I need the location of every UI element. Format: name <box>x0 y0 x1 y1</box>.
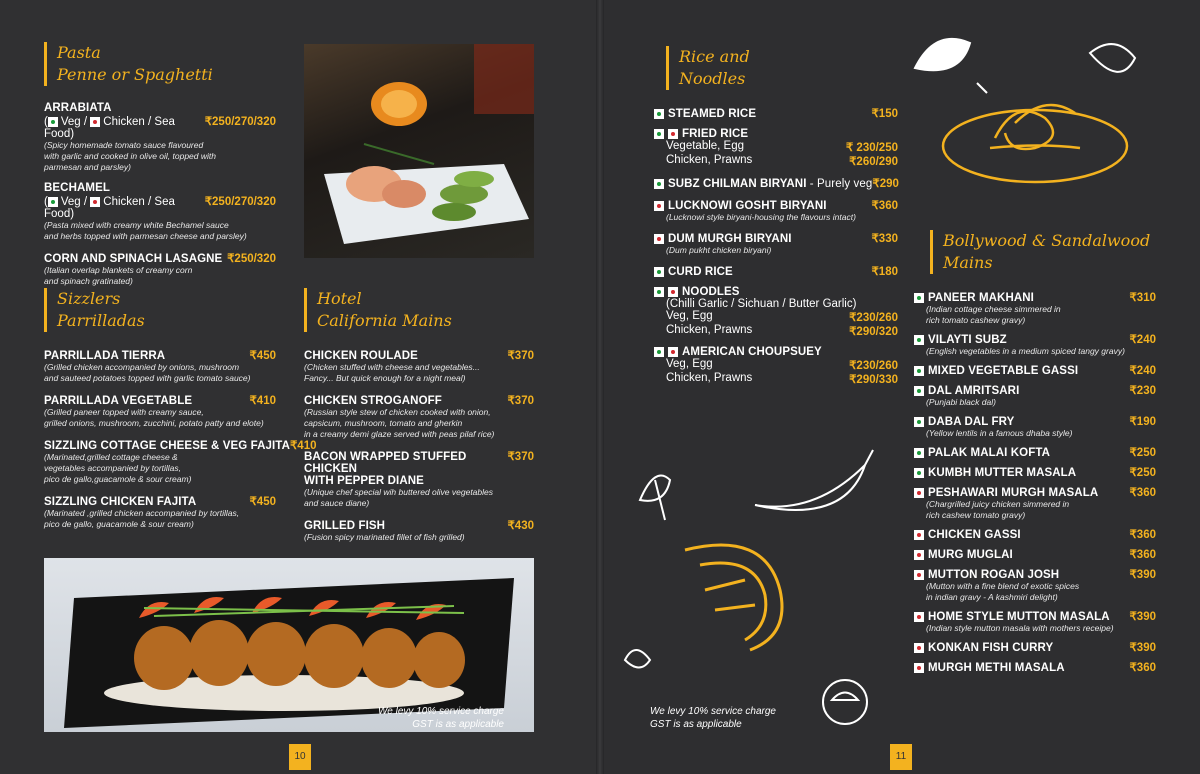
veg-mark <box>654 178 668 190</box>
nonveg-mark <box>914 611 928 623</box>
veg-mark-icon <box>654 129 664 139</box>
item-variant-line <box>654 324 898 338</box>
item-name-wrap <box>654 346 822 358</box>
item-price: ₹250/320 <box>227 253 276 265</box>
item-price: ₹360 <box>1129 487 1156 499</box>
item-price: ₹250/270/320 <box>204 196 276 208</box>
veg-mark-icon <box>914 386 924 396</box>
item-variant-line <box>654 358 898 372</box>
item-price: ₹250/270/320 <box>204 116 276 128</box>
veg-mark-icon <box>914 293 924 303</box>
item-row <box>44 494 276 508</box>
variant-price: ₹ 230/250 <box>845 142 898 154</box>
menu-item <box>914 609 1156 634</box>
item-name-wrap <box>654 178 872 190</box>
veg-mark-icon <box>654 179 664 189</box>
item-row <box>914 567 1156 581</box>
sizzlers-title <box>44 288 276 332</box>
veg-nonveg-marks <box>654 128 682 140</box>
veg-mark-icon <box>914 366 924 376</box>
item-options: ( Veg / Chicken / Sea Food) <box>44 196 175 220</box>
item-price: ₹240 <box>1129 365 1156 377</box>
item-description: (Fusion spicy marinated fillet of fish grilled) <box>304 532 465 542</box>
veg-mark <box>914 334 928 346</box>
veg-mark-icon <box>48 197 58 207</box>
bollywood-title-line2: Mains <box>943 253 993 272</box>
veg-mark <box>914 447 928 459</box>
veg-mark <box>914 467 928 479</box>
item-name: ARRABIATA <box>44 102 112 114</box>
item-price: ₹250 <box>1129 467 1156 479</box>
item-name: GRILLED FISH <box>304 520 386 532</box>
veg-mark-icon <box>654 109 664 119</box>
item-row <box>914 465 1156 479</box>
variant-label: Chicken, Prawns <box>666 372 753 384</box>
item-name-wrap <box>914 487 1098 499</box>
item-name: BACON WRAPPED STUFFED CHICKEN WITH PEPPER DIANE <box>304 451 467 487</box>
sizzlers-title-line2: Parrilladas <box>57 311 145 330</box>
item-price: ₹180 <box>871 266 898 278</box>
item-price: ₹370 <box>507 395 534 407</box>
item-suffix: - Purely veg <box>806 178 873 190</box>
item-name-wrap <box>654 233 792 245</box>
item-price: ₹330 <box>871 233 898 245</box>
item-price: ₹190 <box>1129 416 1156 428</box>
item-name-wrap <box>654 266 733 278</box>
item-name: PARRILLADA TIERRA <box>44 350 166 362</box>
item-name: DUM MURGH BIRYANI <box>668 233 792 245</box>
item-price: ₹360 <box>1129 549 1156 561</box>
veg-mark-icon <box>914 335 924 345</box>
item-variants-note: (Chilli Garlic / Sichuan / Butter Garlic) <box>666 298 857 310</box>
item-name: BECHAMEL <box>44 182 110 194</box>
item-name-wrap <box>914 334 1007 346</box>
menu-item <box>654 128 898 168</box>
nonveg-mark <box>654 233 668 245</box>
nonveg-mark-icon <box>914 663 924 673</box>
nonveg-mark <box>654 200 668 212</box>
left-service-note <box>370 705 504 731</box>
item-description: (English vegetables in a medium spiced tangy gravy) <box>926 346 1125 356</box>
item-price: ₹370 <box>507 451 534 463</box>
item-name: CHICKEN ROULADE <box>304 350 418 362</box>
item-name-wrap <box>654 286 740 298</box>
item-description: (Unique chef special wih buttered olive vegetables and sauce diane) <box>304 487 494 508</box>
variant-price: ₹290/330 <box>849 374 898 386</box>
pasta-section <box>44 42 276 296</box>
nonveg-mark-icon <box>668 347 678 357</box>
menu-item <box>914 363 1156 377</box>
item-name: STEAMED RICE <box>668 108 757 120</box>
item-name-wrap <box>914 569 1059 581</box>
item-row <box>914 640 1156 654</box>
veg-mark-icon <box>654 287 664 297</box>
nonveg-mark <box>914 487 928 499</box>
item-description: (Punjabi black dal) <box>926 397 996 407</box>
nonveg-mark-icon <box>914 612 924 622</box>
item-name: HOME STYLE MUTTON MASALA <box>928 611 1110 623</box>
sizzlers-title-line1: Sizzlers <box>57 289 121 308</box>
menu-item <box>654 231 898 256</box>
rice-title-line1: Rice and <box>679 47 750 66</box>
bollywood-list <box>914 290 1156 674</box>
item-price: ₹430 <box>507 520 534 532</box>
item-description: (Indian style mutton masala with mothers receipe) <box>926 623 1114 633</box>
item-description: (Chicken stuffed with cheese and vegetables... Fancy... But quick enough for a night meal) <box>304 362 480 383</box>
menu-item <box>44 348 276 384</box>
item-row <box>914 363 1156 377</box>
menu-item <box>914 383 1156 408</box>
veg-mark <box>914 416 928 428</box>
item-row <box>914 660 1156 674</box>
item-row <box>914 527 1156 541</box>
variant-label: Vegetable, Egg <box>666 140 745 152</box>
hotel-title-line1: Hotel <box>317 289 362 308</box>
item-price: ₹410 <box>249 395 276 407</box>
item-row <box>304 348 534 362</box>
option-rest: Chicken / Sea Food <box>44 116 175 140</box>
item-variant-line <box>654 372 898 386</box>
menu-item <box>914 640 1156 654</box>
item-name: CHICKEN GASSI <box>928 529 1021 541</box>
item-row <box>654 198 898 212</box>
item-description: (Yellow lentils in a famous dhaba style) <box>926 428 1073 438</box>
item-name-wrap <box>914 549 1013 561</box>
rice-noodles-list <box>654 106 898 386</box>
item-variant-line <box>654 310 898 324</box>
item-price: ₹290 <box>872 178 899 190</box>
veg-mark-icon <box>914 468 924 478</box>
nonveg-mark <box>914 642 928 654</box>
variant-price: ₹230/260 <box>849 360 898 372</box>
pasta-plate-doodle-icon <box>905 28 1175 198</box>
item-name: LUCKNOWI GOSHT BIRYANI <box>668 200 827 212</box>
item-price: ₹390 <box>1129 642 1156 654</box>
item-name: MURG MUGLAI <box>928 549 1013 561</box>
item-name: CORN AND SPINACH LASAGNE <box>44 253 223 265</box>
item-price: ₹360 <box>871 200 898 212</box>
item-price: ₹230 <box>1129 385 1156 397</box>
item-row <box>44 393 276 407</box>
variant-price: ₹290/320 <box>849 326 898 338</box>
prawn-dish-photo <box>304 44 534 258</box>
menu-item <box>654 106 898 120</box>
veg-nonveg-marks <box>654 346 682 358</box>
item-description: (Spicy homemade tomato sauce flavoured with garlic and cooked in olive oil, topped with parmesan and parsley) <box>44 140 216 172</box>
item-row <box>914 445 1156 459</box>
item-description: (Indian cottage cheese simmered in rich tomato cashew gravy) <box>926 304 1061 325</box>
veg-mark-icon <box>914 417 924 427</box>
item-description: (Marinated ,grilled chicken accompanied by tortillas, pico de gallo, guacamole & sour cream) <box>44 508 240 529</box>
option-veg: Veg / <box>60 196 88 208</box>
item-price: ₹150 <box>871 108 898 120</box>
menu-item <box>44 251 276 287</box>
item-options-row <box>44 194 276 220</box>
item-price: ₹450 <box>249 496 276 508</box>
item-name-wrap <box>914 467 1076 479</box>
veg-mark <box>914 292 928 304</box>
item-name: DABA DAL FRY <box>928 416 1015 428</box>
item-name: KUMBH MUTTER MASALA <box>928 467 1077 479</box>
item-price: ₹240 <box>1129 334 1156 346</box>
hotel-mains-title <box>304 288 534 332</box>
item-name: PALAK MALAI KOFTA <box>928 447 1051 459</box>
item-row <box>304 518 534 532</box>
item-row <box>654 231 898 245</box>
menu-item <box>914 527 1156 541</box>
item-name: CHICKEN STROGANOFF <box>304 395 442 407</box>
hotel-mains-section <box>304 288 534 552</box>
mushroom-leaf-doodle-icon <box>620 640 870 740</box>
menu-item <box>914 332 1156 357</box>
veg-mark <box>914 365 928 377</box>
item-description: (Russian style stew of chicken cooked with onion, capsicum, mushroom, tomato and gherkin in a creamy demi glaze served with peas pilaf rice) <box>304 407 495 439</box>
menu-item <box>654 198 898 223</box>
option-veg: Veg / <box>60 116 88 128</box>
item-row <box>914 383 1156 397</box>
item-row <box>914 547 1156 561</box>
item-row <box>44 348 276 362</box>
item-row <box>654 176 898 190</box>
nonveg-mark-icon <box>90 117 100 127</box>
nonveg-mark-icon <box>914 530 924 540</box>
variant-price: ₹260/290 <box>849 156 898 168</box>
item-price: ₹450 <box>249 350 276 362</box>
veg-mark-icon <box>654 267 664 277</box>
item-name-wrap <box>914 292 1034 304</box>
menu-item <box>914 485 1156 521</box>
item-name: SIZZLING COTTAGE CHEESE & VEG FAJITA <box>44 440 290 452</box>
item-name: KONKAN FISH CURRY <box>928 642 1054 654</box>
bollywood-title <box>930 230 1156 274</box>
hotel-title-line2: California Mains <box>317 311 452 330</box>
item-row <box>914 485 1156 499</box>
item-name: CURD RICE <box>668 266 733 278</box>
item-name: MIXED VEGETABLE GASSI <box>928 365 1079 377</box>
item-price: ₹250 <box>1129 447 1156 459</box>
menu-item <box>654 286 898 338</box>
variant-label: Chicken, Prawns <box>666 154 753 166</box>
item-name: VILAYTI SUBZ <box>928 334 1007 346</box>
service-charge-text: We levy 10% service charge <box>650 706 776 717</box>
item-name: SUBZ CHILMAN BIRYANI <box>668 178 807 190</box>
item-price: ₹370 <box>507 350 534 362</box>
item-row <box>44 251 276 265</box>
pasta-title-line1: Pasta <box>57 43 101 62</box>
option-rest: Chicken / Sea Food <box>44 196 175 220</box>
menu-item <box>44 102 276 173</box>
item-description: (Pasta mixed with creamy white Bechamel sauce and herbs topped with parmesan cheese and parsley) <box>44 220 247 241</box>
rice-noodles-section <box>654 46 898 394</box>
item-name-wrap <box>914 529 1021 541</box>
item-name: NOODLES <box>682 286 740 298</box>
item-name-wrap <box>914 611 1110 623</box>
nonveg-mark-icon <box>654 201 664 211</box>
nonveg-mark-icon <box>914 643 924 653</box>
item-name-wrap <box>914 662 1065 674</box>
menu-item <box>914 290 1156 326</box>
nonveg-mark-icon <box>914 570 924 580</box>
item-description: (Lucknowi style biryani-housing the flavours intact) <box>666 212 856 222</box>
item-row <box>654 106 898 120</box>
nonveg-mark <box>914 662 928 674</box>
menu-item <box>654 264 898 278</box>
item-options: ( Veg / Chicken / Sea Food) <box>44 116 175 140</box>
item-row <box>914 609 1156 623</box>
item-description: (Chargrilled juicy chicken simmered in rich cashew tomato gravy) <box>926 499 1070 520</box>
bollywood-section <box>914 230 1156 680</box>
item-variant-line <box>654 140 898 154</box>
item-row <box>44 438 317 452</box>
item-name-wrap <box>914 365 1078 377</box>
item-name-wrap <box>914 642 1053 654</box>
menu-item <box>914 414 1156 439</box>
veg-mark <box>654 108 668 120</box>
variant-price: ₹230/260 <box>849 312 898 324</box>
menu-item <box>914 567 1156 603</box>
item-price: ₹390 <box>1129 611 1156 623</box>
rice-title-line2: Noodles <box>679 69 746 88</box>
item-row <box>914 414 1156 428</box>
menu-item <box>654 346 898 386</box>
item-row <box>914 332 1156 346</box>
item-name: MUTTON ROGAN JOSH <box>928 569 1060 581</box>
item-description: (Mutton with a fine blend of exotic spices in indian gravy - A kashmiri delight) <box>926 581 1080 602</box>
item-name: SIZZLING CHICKEN FAJITA <box>44 496 197 508</box>
rice-noodles-title <box>666 46 898 90</box>
nonveg-mark-icon <box>654 234 664 244</box>
item-description: (Marinated,grilled cottage cheese & vegetables accompanied by tortillas, pico de gallo,guacamole & sour cream) <box>44 452 192 484</box>
pasta-title-line2: Penne or Spaghetti <box>57 65 213 84</box>
nonveg-mark-icon <box>90 197 100 207</box>
menu-item <box>44 393 276 429</box>
pasta-title <box>44 42 276 86</box>
veg-mark <box>654 266 668 278</box>
variant-label: Veg, Egg <box>666 310 713 322</box>
menu-item <box>304 518 534 543</box>
item-price: ₹360 <box>1129 529 1156 541</box>
nonveg-mark-icon <box>668 287 678 297</box>
menu-item <box>914 660 1156 674</box>
veg-nonveg-marks <box>654 286 682 298</box>
gst-text: GST is as applicable <box>412 719 504 730</box>
item-price: ₹390 <box>1129 569 1156 581</box>
item-options-row <box>44 114 276 140</box>
item-row <box>654 286 898 298</box>
item-name-wrap <box>914 447 1050 459</box>
bollywood-title-line1: Bollywood & Sandalwood <box>943 231 1151 250</box>
nonveg-mark <box>914 569 928 581</box>
nonveg-mark-icon <box>914 488 924 498</box>
item-row <box>914 290 1156 304</box>
prawn-dish-illustration <box>304 44 534 258</box>
menu-item <box>304 348 534 384</box>
item-row <box>304 393 534 407</box>
item-name: PARRILLADA VEGETABLE <box>44 395 193 407</box>
item-name: FRIED RICE <box>682 128 749 140</box>
item-name: PESHAWARI MURGH MASALA <box>928 487 1099 499</box>
item-price: ₹410 <box>289 440 317 452</box>
item-row <box>654 346 898 358</box>
item-name: PANEER MAKHANI <box>928 292 1034 304</box>
nonveg-mark-icon <box>668 129 678 139</box>
item-name-wrap <box>914 385 1019 397</box>
nonveg-mark <box>914 529 928 541</box>
item-name: AMERICAN CHOUPSUEY <box>682 346 822 358</box>
item-variant-line <box>654 154 898 168</box>
item-price: ₹360 <box>1129 662 1156 674</box>
item-name-wrap <box>914 416 1014 428</box>
page-spine <box>596 0 604 774</box>
item-row <box>654 128 898 140</box>
item-row <box>654 264 898 278</box>
menu-item <box>44 438 317 485</box>
item-name-wrap <box>654 128 748 140</box>
variant-label: Veg, Egg <box>666 358 713 370</box>
item-description: (Italian overlap blankets of creamy corn and spinach gratinated) <box>44 265 193 286</box>
gst-text: GST is as applicable <box>650 719 742 730</box>
variant-label: Chicken, Prawns <box>666 324 753 336</box>
item-name-wrap <box>654 200 827 212</box>
menu-item <box>304 449 534 509</box>
veg-mark-icon <box>654 347 664 357</box>
menu-item <box>914 465 1156 479</box>
veg-mark-icon <box>914 448 924 458</box>
item-name-wrap <box>654 108 756 120</box>
menu-item <box>44 494 276 530</box>
menu-item <box>304 393 534 440</box>
nonveg-mark <box>914 549 928 561</box>
menu-item <box>914 445 1156 459</box>
item-name: DAL AMRITSARI <box>928 385 1020 397</box>
page-number-left: 10 <box>289 744 311 770</box>
sizzlers-section <box>44 288 317 539</box>
item-description: (Grilled paneer topped with creamy sauce, grilled onions, mushroom, zucchini, potato patty and elote) <box>44 407 264 428</box>
menu-item <box>914 547 1156 561</box>
veg-mark <box>914 385 928 397</box>
item-price: ₹310 <box>1129 292 1156 304</box>
nonveg-mark-icon <box>914 550 924 560</box>
service-charge-text: We levy 10% service charge <box>378 706 504 717</box>
item-description: (Dum pukht chicken biryani) <box>666 245 772 255</box>
menu-item <box>654 176 898 190</box>
item-name: MURGH METHI MASALA <box>928 662 1065 674</box>
menu-item <box>44 182 276 242</box>
item-row <box>304 449 534 487</box>
page-number-right: 11 <box>890 744 912 770</box>
veg-mark-icon <box>48 117 58 127</box>
item-description: (Grilled chicken accompanied by onions, mushroom and sauteed potatoes topped with garlic tomato sauce) <box>44 362 251 383</box>
